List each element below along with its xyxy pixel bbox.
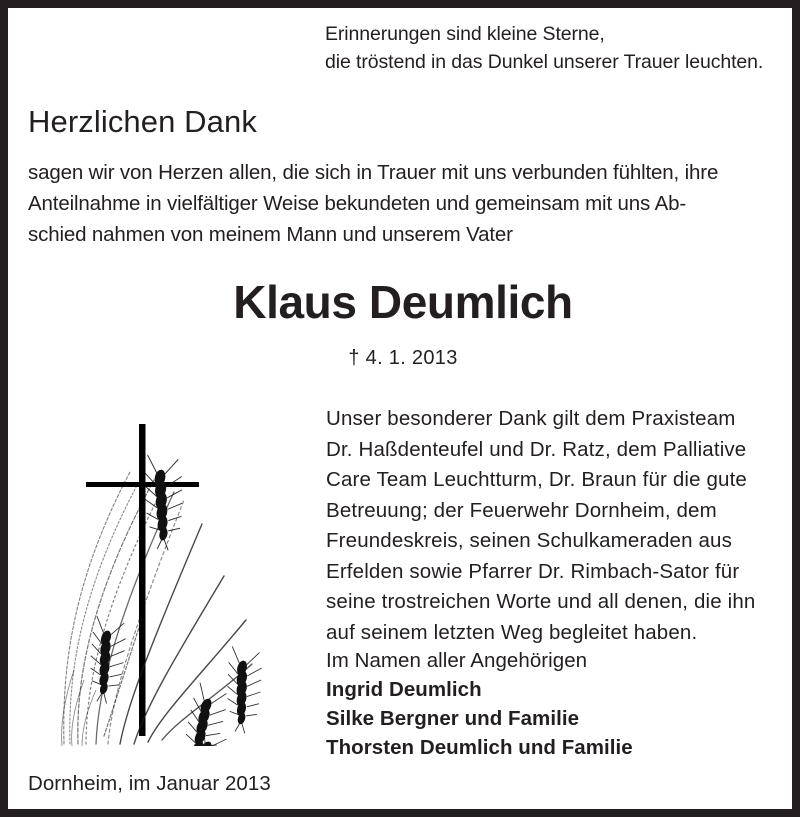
thanks-paragraph (326, 404, 784, 648)
death-date: † 4. 1. 2013 (348, 347, 458, 369)
thanks-line-6: Erfelden sowie Pfarrer Dr. Rimbach-Sator für (326, 559, 740, 583)
thanks-line-5: Freundeskreis, seinen Schulkameraden aus (326, 529, 732, 552)
epigraph-line-1: Erinnerungen sind kleine Sterne, (325, 23, 605, 45)
family-signature (326, 646, 784, 762)
place-and-date: Dornheim, im Januar 2013 (28, 772, 271, 795)
family-lead: Im Namen aller Angehörigen (326, 649, 588, 672)
thanks-line-8: auf seinem letzten Weg begleitet haben. (326, 620, 698, 644)
page-title: Herzlichen Dank (28, 104, 257, 139)
thanks-line-4: Betreuung; der Feuerwehr Dornheim, dem (326, 498, 717, 522)
intro-line-1: sagen wir von Herzen allen, die sich in Trauer mit uns verbunden fühlten, ihre (28, 161, 719, 184)
thanks-line-3: Care Team Leuchtturm, Dr. Braun für die gute (326, 468, 747, 491)
obituary-content (8, 8, 792, 809)
family-member: Thorsten Deumlich und Familie (326, 736, 633, 759)
thanks-line-1: Unser besonderer Dank gilt dem Praxisteam (326, 407, 736, 430)
deceased-name: Klaus Deumlich (233, 276, 573, 328)
intro-paragraph (28, 157, 784, 250)
intro-line-3: schied nahmen von meinem Mann und unserem Vater (28, 223, 513, 246)
family-member: Ingrid Deumlich (326, 678, 482, 701)
epigraph (325, 20, 785, 76)
epigraph-line-2: die tröstend in das Dunkel unserer Trauer leuchten. (325, 51, 764, 73)
thanks-line-2: Dr. Haßdenteufel und Dr. Ratz, dem Palliative (326, 437, 747, 461)
family-member: Silke Bergner und Familie (326, 707, 580, 730)
intro-line-2: Anteilnahme in vielfältiger Weise bekundeten und gemeinsam mit uns Ab- (28, 192, 687, 215)
cross-with-wheat-icon (56, 406, 296, 746)
thanks-line-7: seine trostreichen Worte und all denen, die ihn (326, 590, 756, 613)
